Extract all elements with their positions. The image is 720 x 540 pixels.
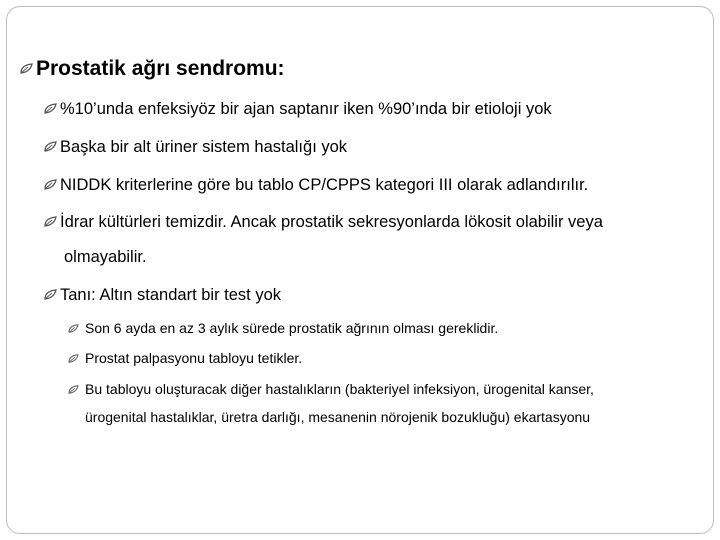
leaf-bullet-icon	[44, 103, 57, 114]
leaf-bullet-icon	[44, 179, 57, 190]
subpoint-2	[68, 350, 302, 366]
leaf-bullet-icon	[44, 289, 57, 300]
slide-frame	[6, 6, 714, 534]
subpoint-3-continuation	[85, 409, 590, 425]
leaf-bullet-icon	[44, 216, 57, 227]
point-text: Başka bir alt üriner sistem hastalığı yok	[60, 138, 348, 156]
point-4-continuation	[64, 248, 147, 267]
point-5	[44, 286, 281, 305]
point-4	[44, 213, 603, 232]
point-text: olmayabilir.	[64, 248, 147, 266]
point-2	[44, 138, 347, 157]
leaf-bullet-icon	[20, 63, 33, 74]
leaf-bullet-icon	[44, 141, 57, 152]
point-text: İdrar kültürleri temizdir. Ancak prostatik sekresyonlarda lökosit olabilir veya	[60, 213, 603, 231]
point-text: Tanı: Altın standart bir test yok	[60, 286, 282, 304]
point-text: %10’unda enfeksiyöz bir ajan saptanır iken %90’ında bir etioloji yok	[60, 100, 552, 118]
point-1	[44, 100, 552, 119]
leaf-bullet-icon	[68, 385, 79, 394]
point-text: NIDDK kriterlerine göre bu tablo CP/CPPS kategori III olarak adlandırılır.	[60, 176, 589, 194]
slide-heading: Prostatik ağrı sendromu:	[36, 57, 285, 80]
subpoint-text: ürogenital hastalıklar, üretra darlığı, mesanenin nörojenik bozukluğu) ekartasyonu	[85, 409, 591, 425]
leaf-bullet-icon	[68, 354, 79, 363]
heading-line	[20, 57, 285, 81]
subpoint-text: Bu tabloyu oluşturacak diğer hastalıkların (bakteriyel infeksiyon, ürogenital kanser,	[85, 381, 594, 397]
subpoint-text: Son 6 ayda en az 3 aylık sürede prostatik ağrının olması gereklidir.	[85, 320, 499, 336]
point-3	[44, 176, 588, 195]
subpoint-1	[68, 320, 498, 336]
subpoint-text: Prostat palpasyonu tabloyu tetikler.	[85, 350, 303, 366]
leaf-bullet-icon	[68, 324, 79, 333]
subpoint-3	[68, 381, 594, 397]
